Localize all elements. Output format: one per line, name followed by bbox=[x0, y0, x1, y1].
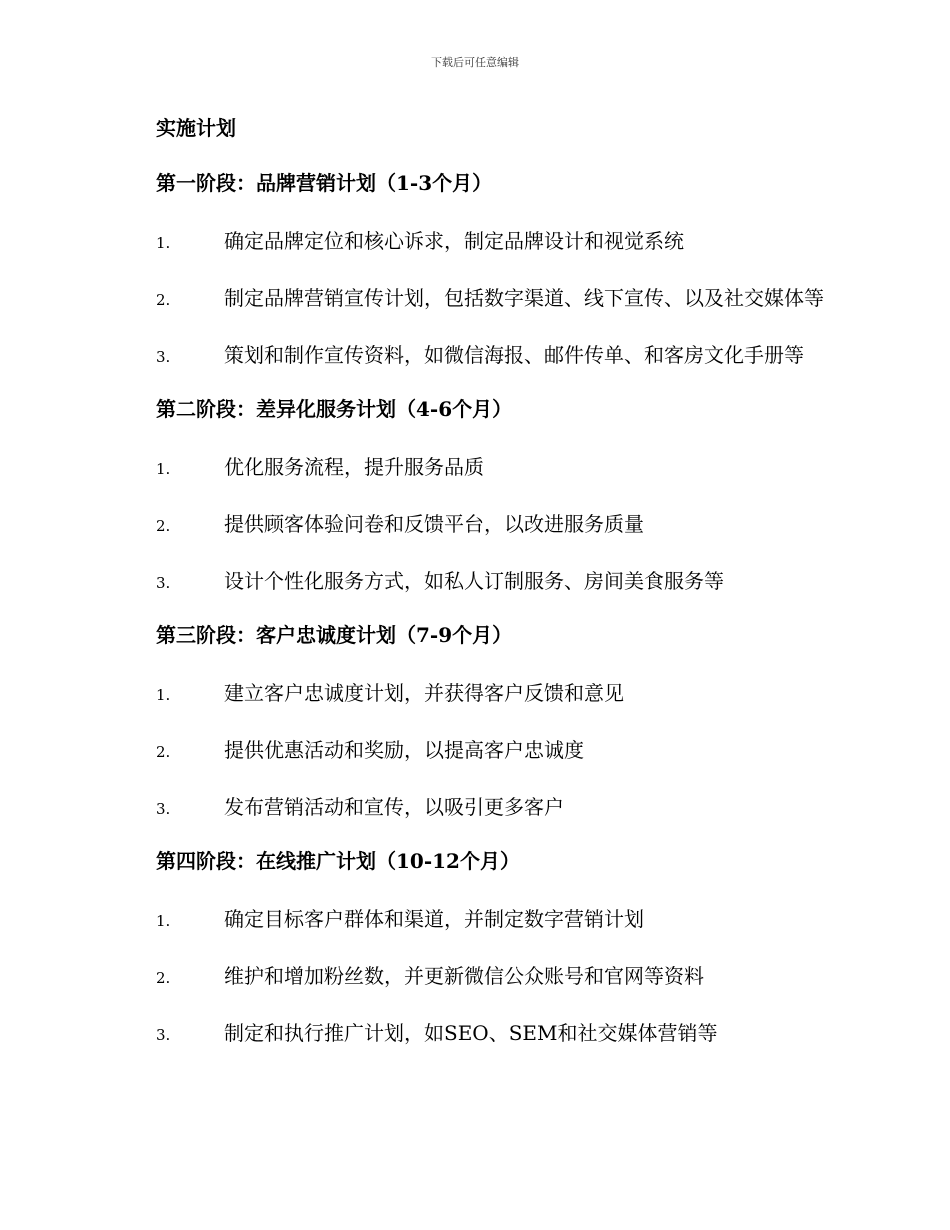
item-text: 制定和执行推广计划，如SEO、SEM和社交媒体营销等 bbox=[224, 1021, 718, 1045]
item-number: 3. bbox=[156, 348, 171, 366]
list-item bbox=[112, 786, 837, 830]
item-number: 3. bbox=[156, 1026, 171, 1044]
item-text: 确定品牌定位和核心诉求，制定品牌设计和视觉系统 bbox=[224, 229, 684, 253]
item-text: 设计个性化服务方式，如私人订制服务、房间美食服务等 bbox=[224, 569, 724, 593]
list-item bbox=[112, 334, 837, 378]
phase-heading: 第二阶段：差异化服务计划（4-6个月） bbox=[156, 397, 513, 421]
phase-heading: 第一阶段：品牌营销计划（1-3个月） bbox=[156, 171, 493, 195]
item-text: 维护和增加粉丝数，并更新微信公众账号和官网等资料 bbox=[224, 964, 704, 988]
list-item bbox=[112, 220, 837, 264]
phase-heading: 第四阶段：在线推广计划（10-12个月） bbox=[156, 849, 520, 873]
item-number: 1. bbox=[156, 460, 171, 478]
item-number: 1. bbox=[156, 912, 171, 930]
item-number: 1. bbox=[156, 686, 171, 704]
item-number: 2. bbox=[156, 517, 171, 535]
item-number: 1. bbox=[156, 234, 171, 252]
item-number: 2. bbox=[156, 291, 171, 309]
item-number: 3. bbox=[156, 574, 171, 592]
list-item bbox=[112, 560, 837, 604]
header-note: 下载后可任意编辑 bbox=[431, 56, 519, 69]
item-text: 提供顾客体验问卷和反馈平台，以改进服务质量 bbox=[224, 512, 644, 536]
item-text: 提供优惠活动和奖励，以提高客户忠诚度 bbox=[224, 738, 584, 762]
list-item bbox=[112, 446, 837, 490]
item-number: 2. bbox=[156, 969, 171, 987]
list-item bbox=[112, 898, 837, 942]
document-body bbox=[112, 110, 837, 1069]
list-item bbox=[112, 1012, 837, 1056]
list-item bbox=[112, 729, 837, 773]
item-text: 建立客户忠诚度计划，并获得客户反馈和意见 bbox=[224, 681, 624, 705]
item-text: 制定品牌营销宣传计划，包括数字渠道、线下宣传、以及社交媒体等 bbox=[224, 286, 824, 310]
page-title: 实施计划 bbox=[156, 116, 236, 140]
phase-heading: 第三阶段：客户忠诚度计划（7-9个月） bbox=[156, 623, 513, 647]
item-text: 发布营销活动和宣传，以吸引更多客户 bbox=[224, 795, 564, 819]
list-item bbox=[112, 955, 837, 999]
item-text: 优化服务流程，提升服务品质 bbox=[224, 455, 484, 479]
item-text: 策划和制作宣传资料，如微信海报、邮件传单、和客房文化手册等 bbox=[224, 343, 804, 367]
item-text: 确定目标客户群体和渠道，并制定数字营销计划 bbox=[224, 907, 644, 931]
list-item bbox=[112, 503, 837, 547]
item-number: 2. bbox=[156, 743, 171, 761]
item-number: 3. bbox=[156, 800, 171, 818]
list-item bbox=[112, 277, 837, 321]
list-item bbox=[112, 672, 837, 716]
